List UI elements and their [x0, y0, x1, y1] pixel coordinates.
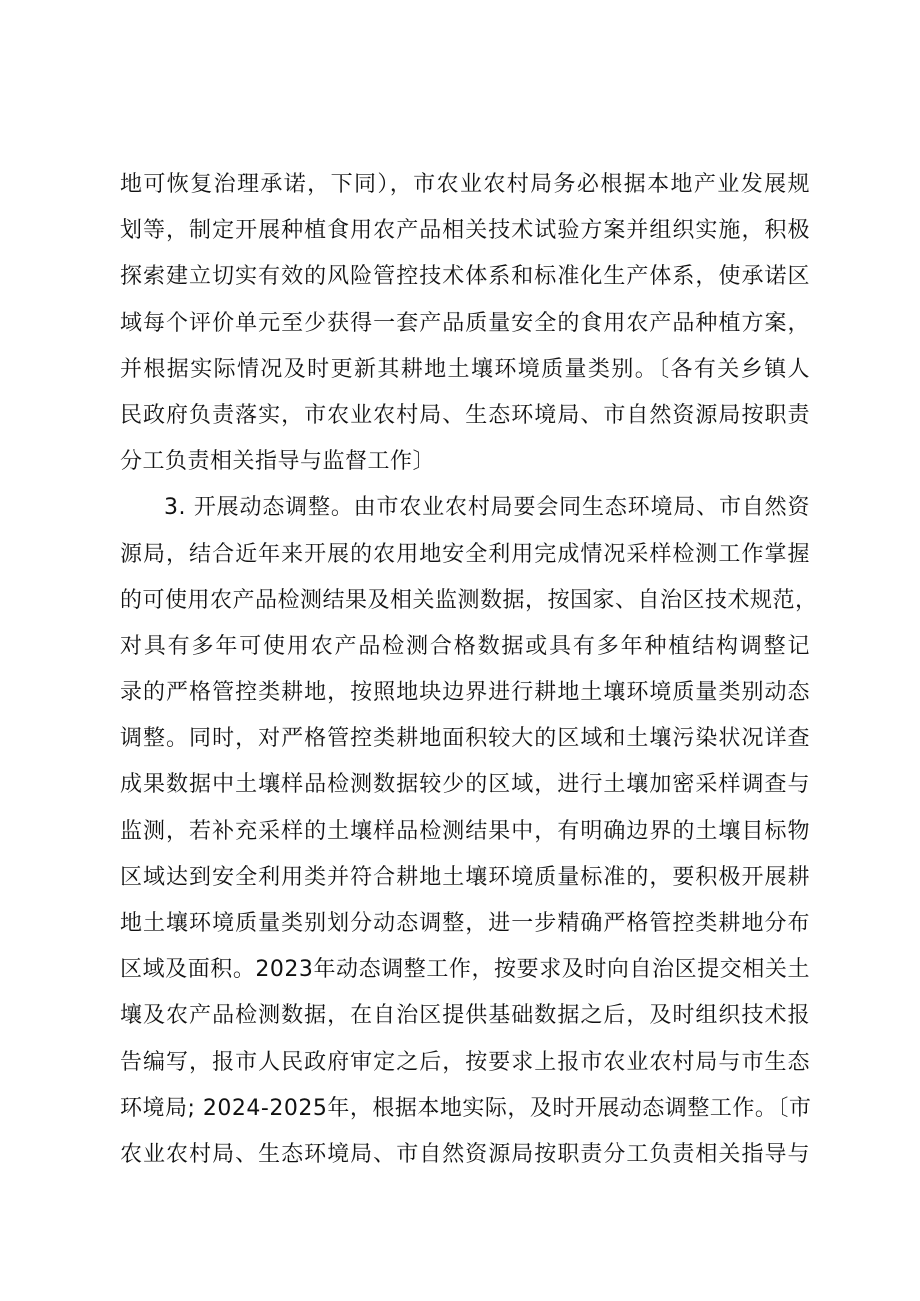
text-line: 监测，若补充采样的土壤样品检测结果中，有明确边界的土壤目标物 [120, 818, 810, 844]
text-line: 调整。同时，对严格管控类耕地面积较大的区域和土壤污染状况详查 [120, 726, 810, 752]
text-line: 民政府负责落实，市农业农村局、生态环境局、市自然资源局按职责 [120, 402, 810, 428]
text-line: 划等，制定开展种植食用农产品相关技术试验方案并组织实施，积极 [120, 218, 810, 244]
text-line: 地土壤环境质量类别划分动态调整，进一步精确严格管控类耕地分布 [120, 911, 810, 936]
text-line: 对具有多年可使用农产品检测合格数据或具有多年种植结构调整记 [120, 633, 810, 659]
text-line: 成果数据中土壤样品检测数据较少的区域，进行土壤加密采样调查与 [120, 772, 810, 798]
text-line: 告编写，报市人民政府审定之后，按要求上报市农业农村局与市生态 [120, 1049, 810, 1075]
text-line: 域每个评价单元至少获得一套产品质量安全的食用农产品种植方案， [120, 310, 810, 336]
section-heading-line: 3. 开展动态调整。由市农业农村局要会同生态环境局、市自然资 [164, 495, 810, 521]
text-line: 壤及农产品检测数据，在自治区提供基础数据之后，及时组织技术报 [120, 1003, 810, 1029]
text-line: 农业农村局、生态环境局、市自然资源局按职责分工负责相关指导与 [120, 1141, 810, 1167]
body-text [120, 162, 818, 1178]
text-line: 录的严格管控类耕地，按照地块边界进行耕地土壤环境质量类别动态 [120, 680, 810, 706]
text-line: 探索建立切实有效的风险管控技术体系和标准化生产体系，使承诺区 [120, 264, 810, 290]
text-line: 地可恢复治理承诺，下同），市农业农村局务必根据本地产业发展规 [120, 172, 810, 197]
text-line: 并根据实际情况及时更新其耕地土壤环境质量类别。〔各有关乡镇人 [120, 356, 810, 382]
text-line: 的可使用农产品检测结果及相关监测数据，按国家、自治区技术规范， [120, 587, 818, 613]
text-line: 环境局; 2024-2025年，根据本地实际，及时开展动态调整工作。〔市 [120, 1095, 812, 1121]
text-line: 源局，结合近年来开展的农用地安全利用完成情况采样检测工作掌握 [120, 541, 810, 567]
text-line: 分工负责相关指导与监督工作〕 [120, 449, 436, 475]
text-line: 区域及面积。2023年动态调整工作，按要求及时向自治区提交相关土 [120, 957, 810, 983]
text-line: 区域达到安全利用类并符合耕地土壤环境质量标准的，要积极开展耕 [120, 864, 810, 890]
